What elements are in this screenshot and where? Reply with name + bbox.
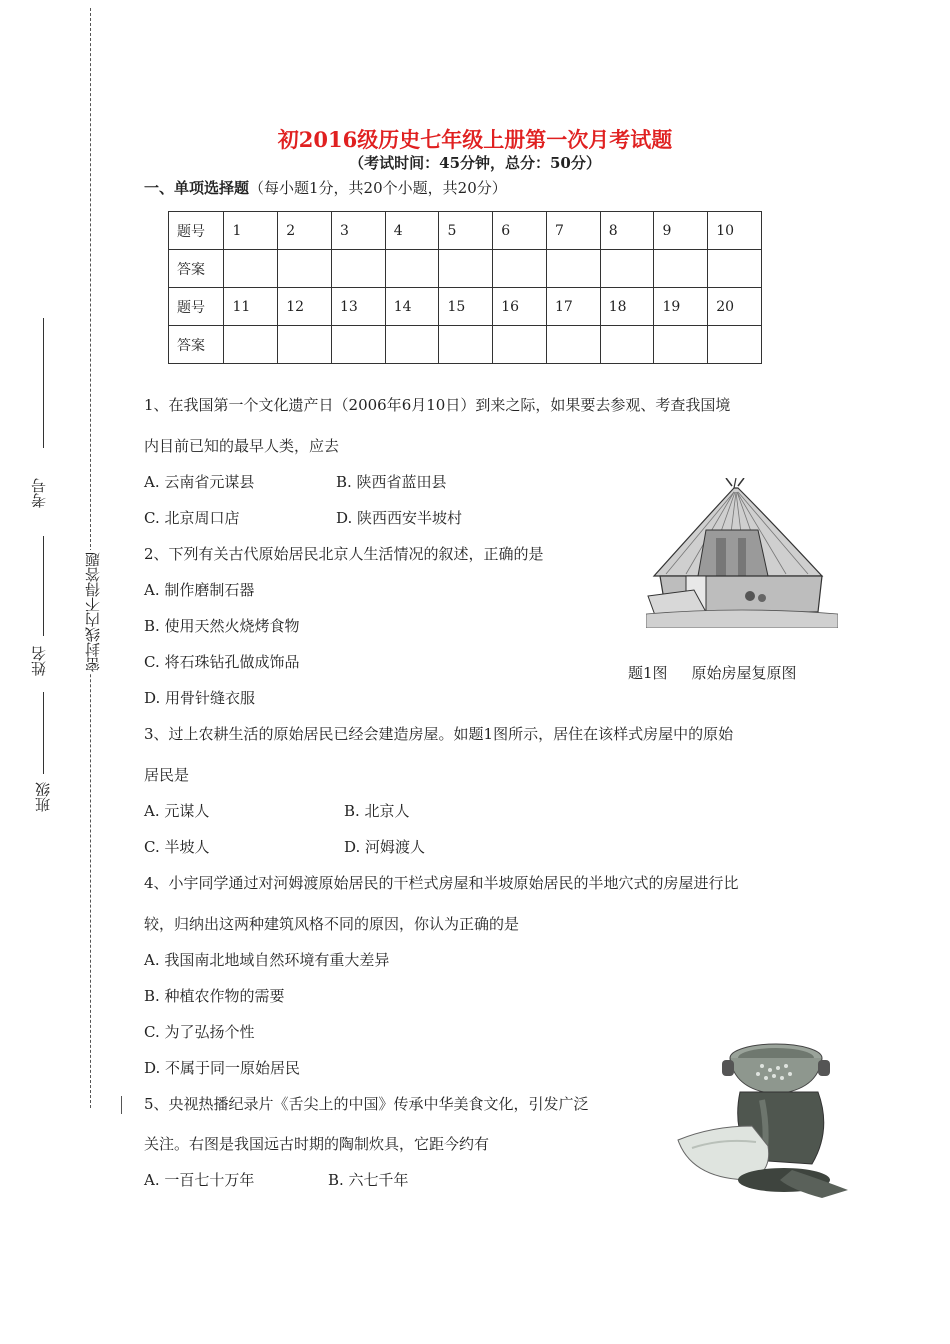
answer-cell[interactable] xyxy=(224,250,278,288)
table-cell: 20 xyxy=(708,288,762,326)
margin-mark xyxy=(121,1096,122,1114)
q2-option-c: C. 将石珠钻孔做成饰品 xyxy=(144,653,300,671)
table-cell: 6 xyxy=(493,212,547,250)
answer-cell[interactable] xyxy=(654,326,708,364)
answer-cell[interactable] xyxy=(278,326,332,364)
q1-stem-line1: 1、在我国第一个文化遗产日（2006年6月10日）到来之际，如果要去参观、考查我国境 xyxy=(144,396,731,414)
exam-number-blank xyxy=(43,318,44,448)
table-cell: 8 xyxy=(600,212,654,250)
table-row xyxy=(169,288,762,326)
answer-cell[interactable] xyxy=(708,326,762,364)
q3-stem-line1: 3、过上农耕生活的原始居民已经会建造房屋。如题1图所示，居住在该样式房屋中的原始 xyxy=(144,725,734,743)
table-header-cell: 答案 xyxy=(169,250,224,288)
q4-option-c: C. 为了弘扬个性 xyxy=(144,1023,255,1041)
answer-cell[interactable] xyxy=(331,326,385,364)
exam-subtitle: （考试时间：45分钟，总分：50分） xyxy=(349,154,601,172)
table-row xyxy=(169,326,762,364)
q1-option-a: A. 云南省元谋县 xyxy=(144,473,255,491)
class-label: 班级 xyxy=(34,782,52,812)
q4-stem-line2: 较，归纳出这两种建筑风格不同的原因，你认为正确的是 xyxy=(144,915,520,933)
table-cell: 12 xyxy=(278,288,332,326)
q4-option-a: A. 我国南北地域自然环境有重大差异 xyxy=(144,951,390,969)
q5-option-a: A. 一百七十万年 xyxy=(144,1171,255,1189)
q2-option-b: B. 使用天然火烧烤食物 xyxy=(144,617,300,635)
q5-stem-line2: 关注。右图是我国远古时期的陶制炊具，它距今约有 xyxy=(144,1135,490,1153)
answer-cell[interactable] xyxy=(546,250,600,288)
name-label: 姓名 xyxy=(30,646,48,676)
answer-cell[interactable] xyxy=(385,326,439,364)
table-cell: 19 xyxy=(654,288,708,326)
q5-option-b: B. 六七千年 xyxy=(328,1171,409,1189)
answer-cell[interactable] xyxy=(493,250,547,288)
answer-cell[interactable] xyxy=(600,250,654,288)
table-row xyxy=(169,212,762,250)
q3-option-b: B. 北京人 xyxy=(344,802,410,820)
q3-option-a: A. 元谋人 xyxy=(144,802,210,820)
table-cell: 5 xyxy=(439,212,493,250)
q4-option-b: B. 种植农作物的需要 xyxy=(144,987,285,1005)
answer-cell[interactable] xyxy=(439,326,493,364)
answer-cell[interactable] xyxy=(708,250,762,288)
q4-stem-line1: 4、小宇同学通过对河姆渡原始居民的干栏式房屋和半坡原始居民的半地穴式的房屋进行比 xyxy=(144,874,739,892)
q3-option-d: D. 河姆渡人 xyxy=(344,838,426,856)
section-note: （每小题1分，共20个小题，共20分） xyxy=(249,179,507,197)
table-cell: 17 xyxy=(546,288,600,326)
table-cell: 10 xyxy=(708,212,762,250)
figure1-title: 原始房屋复原图 xyxy=(691,664,797,682)
table-cell: 11 xyxy=(224,288,278,326)
q4-option-d: D. 不属于同一原始居民 xyxy=(144,1059,301,1077)
table-cell: 16 xyxy=(493,288,547,326)
table-cell: 7 xyxy=(546,212,600,250)
table-header-cell: 题号 xyxy=(169,212,224,250)
q3-option-c: C. 半坡人 xyxy=(144,838,210,856)
section-heading xyxy=(144,177,507,198)
answer-table xyxy=(168,211,762,364)
figure1-label: 题1图 xyxy=(628,664,668,682)
table-cell: 18 xyxy=(600,288,654,326)
answer-cell[interactable] xyxy=(385,250,439,288)
table-cell: 1 xyxy=(224,212,278,250)
q1-option-c: C. 北京周口店 xyxy=(144,509,240,527)
figure1-caption xyxy=(628,662,821,683)
exam-number-label: 考号 xyxy=(30,478,48,508)
class-blank xyxy=(43,692,44,774)
answer-cell[interactable] xyxy=(493,326,547,364)
answer-cell[interactable] xyxy=(546,326,600,364)
table-header-cell: 答案 xyxy=(169,326,224,364)
table-cell: 9 xyxy=(654,212,708,250)
section-title: 一、单项选择题 xyxy=(144,179,250,197)
q5-stem-line1: 5、央视热播纪录片《舌尖上的中国》传承中华美食文化，引发广泛 xyxy=(144,1095,589,1113)
q2-option-a: A. 制作磨制石器 xyxy=(144,581,255,599)
seal-notice: 密封线内不得答题 xyxy=(84,552,102,672)
table-cell: 2 xyxy=(278,212,332,250)
answer-cell[interactable] xyxy=(600,326,654,364)
table-cell: 15 xyxy=(439,288,493,326)
name-blank xyxy=(43,536,44,636)
q1-option-b: B. 陕西省蓝田县 xyxy=(336,473,447,491)
q2-option-d: D. 用骨针缝衣服 xyxy=(144,689,256,707)
pottery-cooking-vessel-photo xyxy=(672,1030,852,1200)
primitive-house-illustration xyxy=(646,478,838,628)
q1-option-d: D. 陕西西安半坡村 xyxy=(336,509,463,527)
q1-stem-line2: 内目前已知的最早人类，应去 xyxy=(144,437,340,455)
table-row xyxy=(169,250,762,288)
answer-cell[interactable] xyxy=(224,326,278,364)
answer-cell[interactable] xyxy=(331,250,385,288)
table-cell: 3 xyxy=(331,212,385,250)
q2-stem: 2、下列有关古代原始居民北京人生活情况的叙述，正确的是 xyxy=(144,545,544,563)
exam-title: 初2016级历史七年级上册第一次月考试题 xyxy=(277,127,673,152)
answer-cell[interactable] xyxy=(278,250,332,288)
table-cell: 4 xyxy=(385,212,439,250)
table-cell: 13 xyxy=(331,288,385,326)
table-header-cell: 题号 xyxy=(169,288,224,326)
table-cell: 14 xyxy=(385,288,439,326)
answer-cell[interactable] xyxy=(654,250,708,288)
answer-cell[interactable] xyxy=(439,250,493,288)
q3-stem-line2: 居民是 xyxy=(144,766,190,784)
